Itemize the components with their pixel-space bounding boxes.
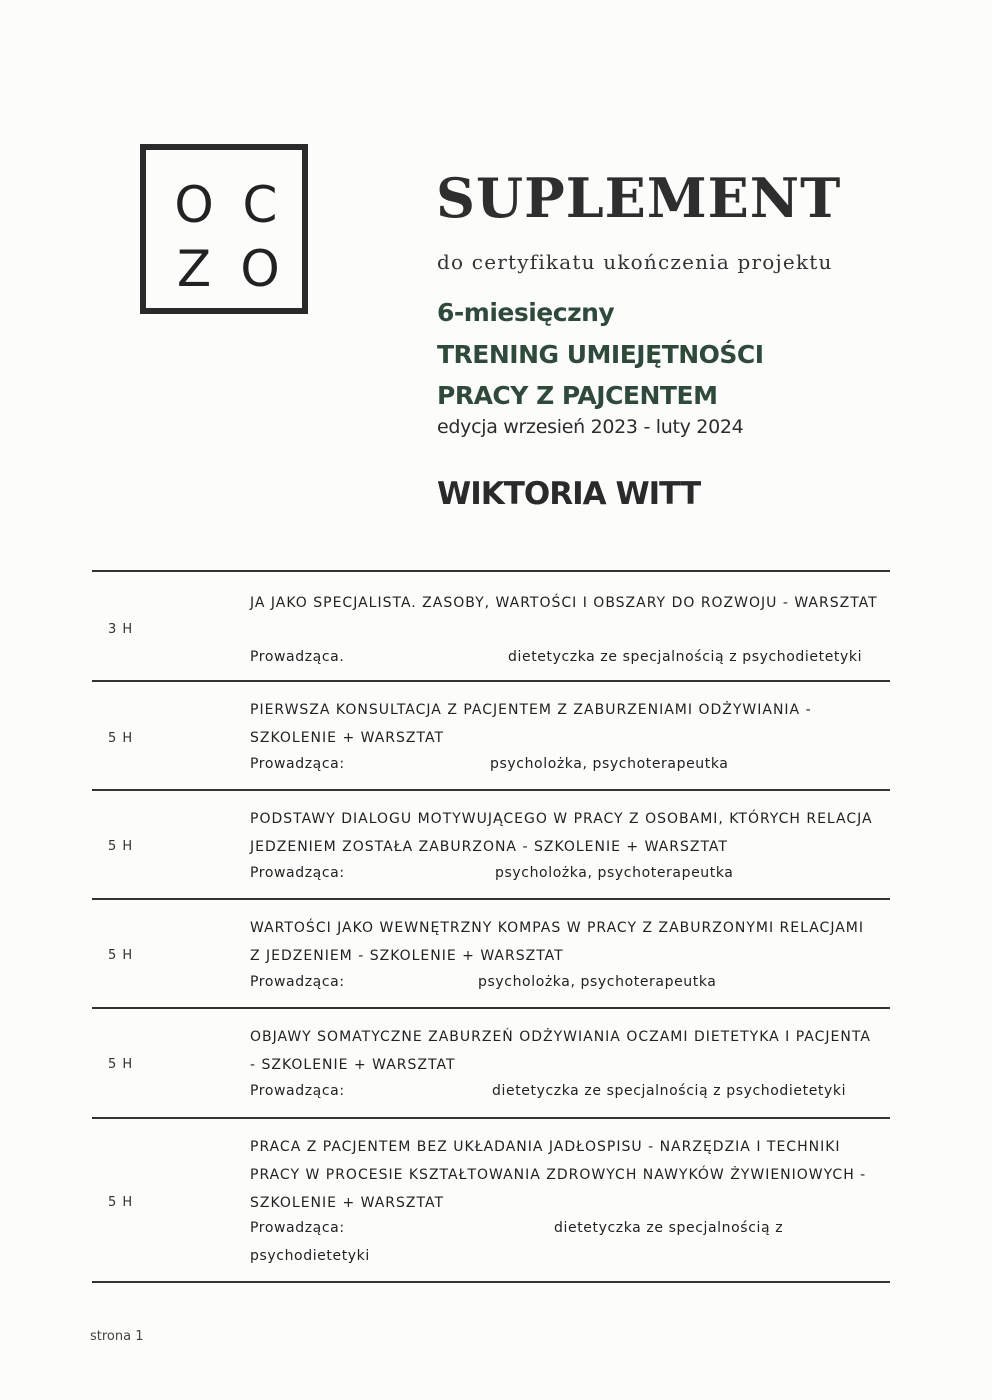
module-lead-role: psycholożka, psychoterapeutka — [490, 756, 729, 772]
module-title: PRACA Z PACJENTEM BEZ UKŁADANIA JADŁOSPISU - NARZĘDZIA I TECHNIKI PRACY W PROCESIE KSZTAŁTOWANIA ZDROWYCH NAWYKÓW ŻYWIENIOWYCH - SZKOLENIE + WARSZTAT — [250, 1139, 867, 1211]
module-lead-label: Prowadząca: — [250, 974, 345, 990]
module-hours: 5 H — [108, 948, 134, 963]
module-hours: 5 H — [108, 839, 134, 854]
module-row — [92, 682, 890, 791]
module-row — [92, 791, 890, 900]
module-title: OBJAWY SOMATYCZNE ZABURZEŃ ODŻYWIANIA OCZAMI DIETETYKA I PACJENTA - SZKOLENIE + WARSZTAT — [250, 1029, 871, 1073]
module-lead-role: dietetyczka ze specjalnością z psychodietetyki — [508, 649, 863, 665]
module-lead-label: Prowadząca: — [250, 1083, 345, 1099]
module-title: PODSTAWY DIALOGU MOTYWUJĄCEGO W PRACY Z OSOBAMI, KTÓRYCH RELACJA JEDZENIEM ZOSTAŁA ZABURZONA - SZKOLENIE + WARSZTAT — [250, 811, 873, 855]
module-lead-label: Prowadząca: — [250, 756, 345, 772]
module-lead-label: Prowadząca. — [250, 649, 345, 665]
module-title: JA JAKO SPECJALISTA. ZASOBY, WARTOŚCI I OBSZARY DO ROZWOJU - WARSZTAT — [250, 595, 878, 611]
module-hours: 5 H — [108, 731, 134, 746]
oczo-logo — [140, 144, 308, 314]
participant-name: WIKTORIA WITT — [437, 476, 701, 512]
module-lead-role: psycholożka, psychoterapeutka — [478, 974, 717, 990]
logo-letter: O — [240, 240, 280, 298]
module-row — [92, 1119, 890, 1283]
module-row — [92, 1009, 890, 1119]
module-row — [92, 900, 890, 1009]
logo-letter: O — [174, 176, 214, 234]
document-title: SUPLEMENT — [436, 166, 842, 230]
module-lead-label: Prowadząca: — [250, 1220, 345, 1236]
document-subtitle: do certyfikatu ukończenia projektu — [437, 250, 833, 274]
logo-letter: Z — [176, 240, 212, 298]
program-name-line2: PRACY Z PAJCENTEM — [437, 381, 718, 410]
program-duration: 6-miesięczny — [437, 298, 615, 327]
module-lead-role: dietetyczka ze specjalnością z psychodietetyki — [492, 1083, 847, 1099]
modules-table — [92, 570, 890, 1283]
program-edition: edycja wrzesień 2023 - luty 2024 — [437, 416, 744, 438]
module-hours: 5 H — [108, 1195, 134, 1210]
module-lead-label: Prowadząca: — [250, 865, 345, 881]
module-lead-role-continued: psychodietetyki — [250, 1248, 370, 1264]
module-lead-role: dietetyczka ze specjalnością z — [554, 1220, 784, 1236]
program-name-line1: TRENING UMIEJĘTNOŚCI — [437, 340, 764, 369]
page-number: strona 1 — [90, 1329, 144, 1344]
module-title: PIERWSZA KONSULTACJA Z PACJENTEM Z ZABURZENIAMI ODŻYWIANIA - SZKOLENIE + WARSZTAT — [250, 702, 812, 746]
logo-letter: C — [242, 176, 278, 234]
module-hours: 3 H — [108, 622, 134, 637]
module-lead-role: psycholożka, psychoterapeutka — [495, 865, 734, 881]
module-row — [92, 572, 890, 682]
module-hours: 5 H — [108, 1057, 134, 1072]
module-title: WARTOŚCI JAKO WEWNĘTRZNY KOMPAS W PRACY Z ZABURZONYMI RELACJAMI Z JEDZENIEM - SZKOLENIE + WARSZTAT — [250, 920, 864, 964]
